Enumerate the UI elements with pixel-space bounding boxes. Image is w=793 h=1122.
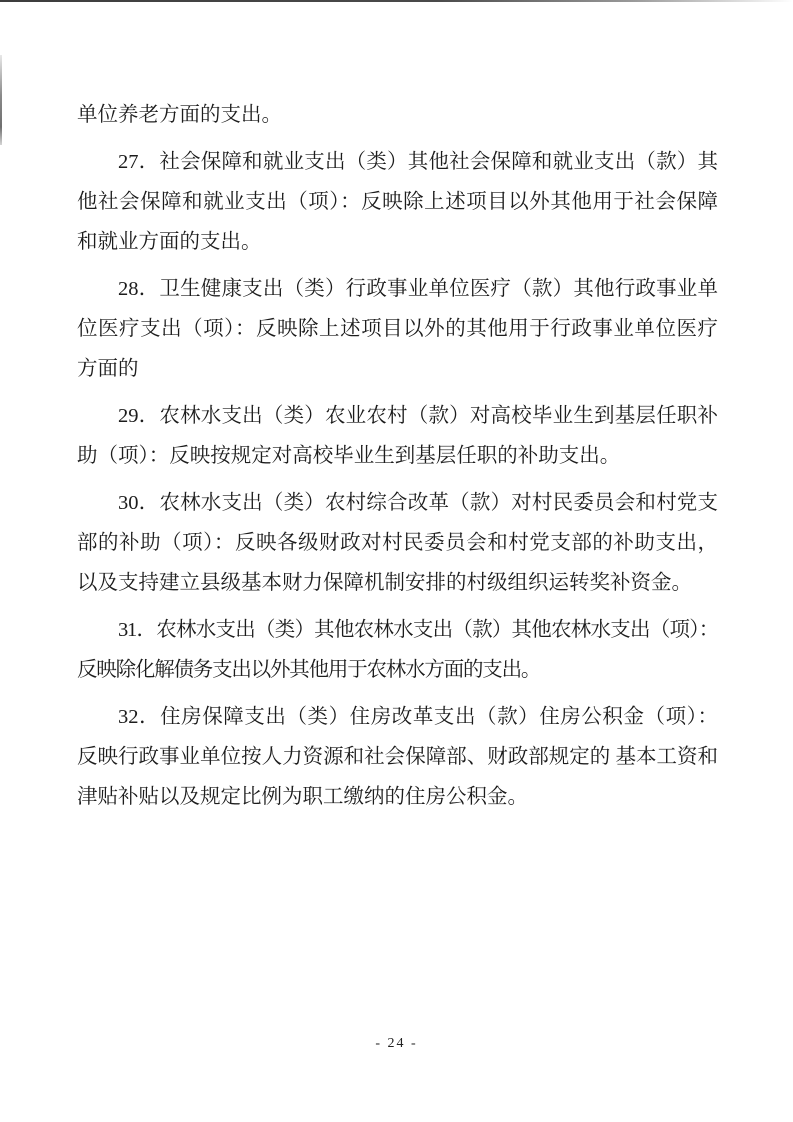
paragraph-item-28: 28．卫生健康支出（类）行政事业单位医疗（款）其他行政事业单位医疗支出（项）：反映除上述项目以外的其他用于行政事业单位医疗方面的 bbox=[77, 278, 718, 380]
document-body bbox=[77, 95, 718, 824]
page-number: - 24 - bbox=[375, 1036, 418, 1051]
paragraph-item-31: 31．农林水支出（类）其他农林水支出（款）其他农林水支出（项）：反映除化解债务支出以外其他用于农林水方面的支出。 bbox=[77, 619, 718, 681]
scan-artifact-top-edge bbox=[0, 0, 793, 2]
paragraph-item-30: 30．农林水支出（类）农村综合改革（款）对村民委员会和村党支部的补助（项）：反映各级财政对村民委员会和村党支部的补助支出，以及支持建立县级基本财力保障机制安排的村级组织运转奖补资金。 bbox=[77, 492, 718, 594]
scan-artifact-left-edge bbox=[0, 55, 2, 145]
paragraph-item-27: 27．社会保障和就业支出（类）其他社会保障和就业支出（款）其他社会保障和就业支出（项）：反映除上述项目以外其他用于社会保障和就业方面的支出。 bbox=[77, 151, 718, 253]
paragraph-item-32: 32．住房保障支出（类）住房改革支出（款）住房公积金（项）：反映行政事业单位按人力资源和社会保障部、财政部规定的 基本工资和津贴补贴以及规定比例为职工缴纳的住房公积金。 bbox=[77, 706, 718, 808]
paragraph-item-29: 29．农林水支出（类）农业农村（款）对高校毕业生到基层任职补助（项）：反映按规定对高校毕业生到基层任职的补助支出。 bbox=[77, 405, 718, 467]
paragraph-continuation: 单位养老方面的支出。 bbox=[77, 104, 282, 126]
